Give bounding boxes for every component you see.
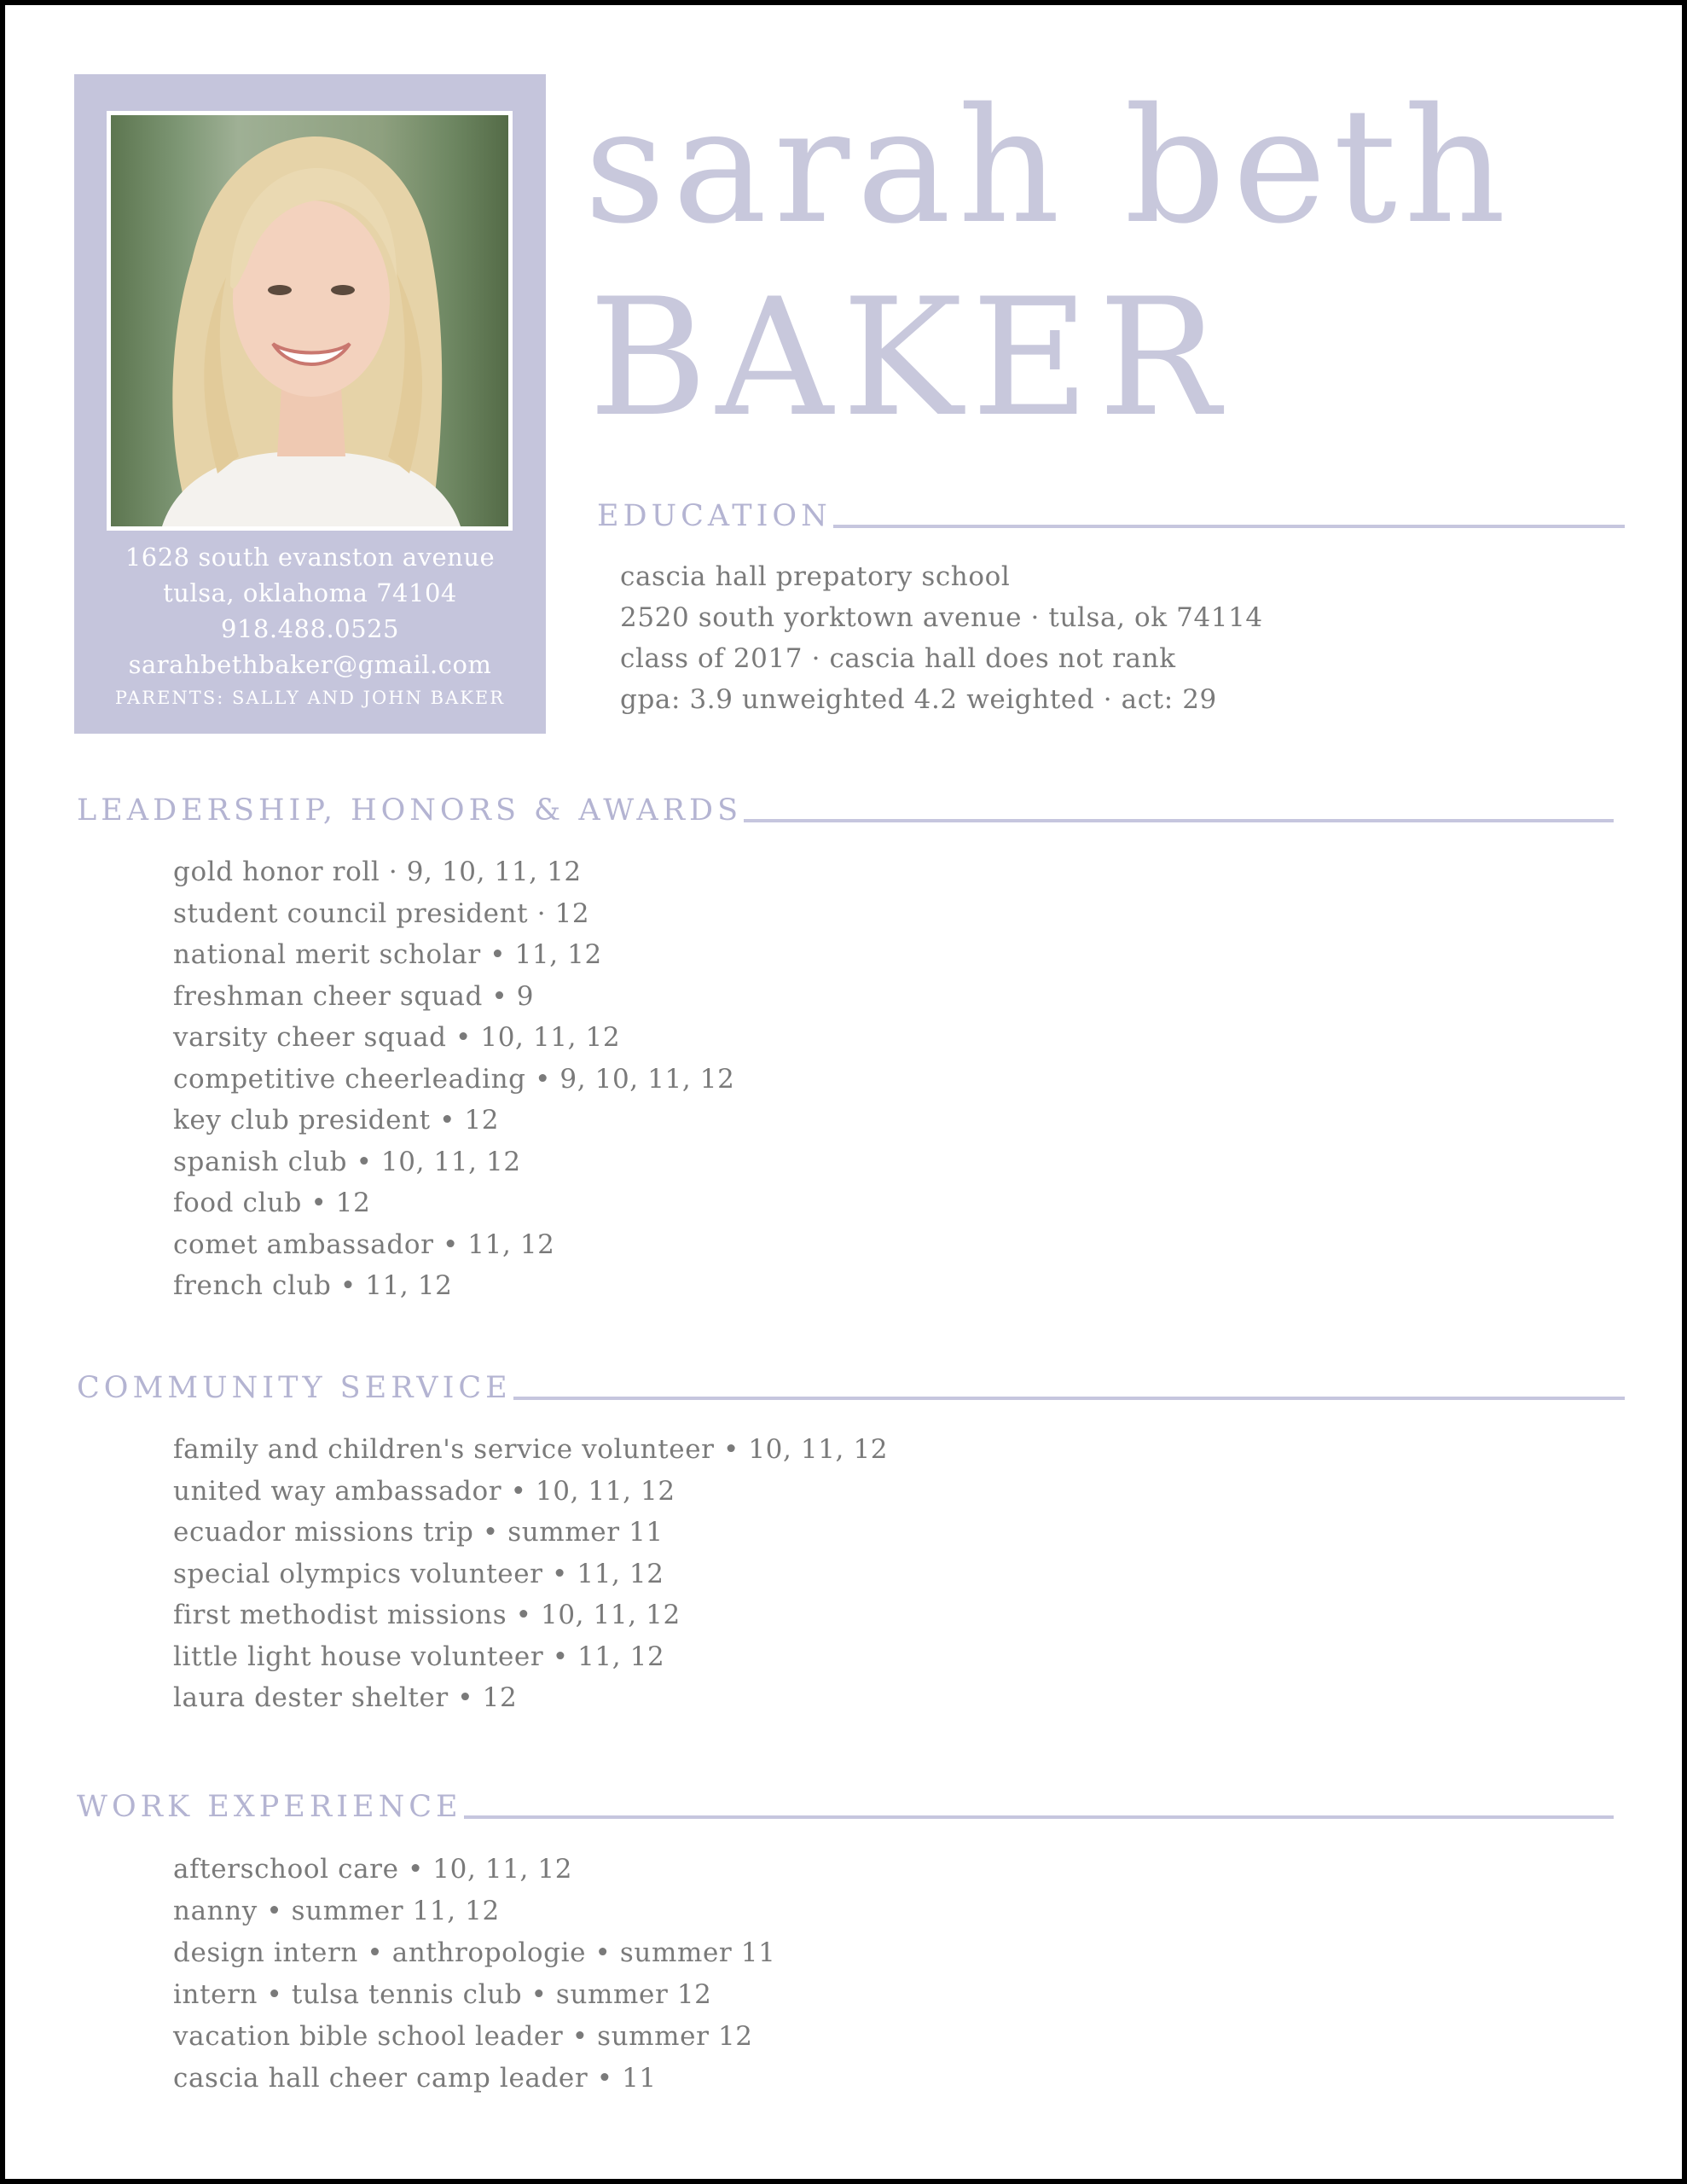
address-line-1: 1628 south evanston avenue [125, 543, 496, 572]
list-item: french club • 11, 12 [173, 1270, 453, 1301]
list-item: first methodist missions • 10, 11, 12 [173, 1600, 681, 1630]
list-item: national merit scholar • 11, 12 [173, 939, 602, 970]
list-item: nanny • summer 11, 12 [173, 1896, 500, 1926]
first-name: sarah beth [584, 73, 1513, 258]
portrait-illustration [111, 115, 508, 526]
work-list [173, 1849, 775, 2100]
list-item: ecuador missions trip • summer 11 [173, 1517, 664, 1548]
list-item: family and children's service volunteer • 10, 11, 12 [173, 1434, 889, 1465]
list-item: varsity cheer squad • 10, 11, 12 [173, 1022, 621, 1053]
phone-number: 918.488.0525 [221, 614, 399, 643]
contact-info [74, 539, 546, 708]
email-address: sarahbethbaker@gmail.com [128, 650, 492, 679]
list-item: gold honor roll · 9, 10, 11, 12 [173, 857, 582, 887]
leadership-divider [744, 819, 1614, 822]
last-name: BAKER [588, 264, 1229, 452]
education-divider [833, 525, 1625, 528]
list-item: food club • 12 [173, 1188, 371, 1218]
list-item: cascia hall cheer camp leader • 11 [173, 2063, 657, 2094]
leadership-heading [77, 793, 1614, 828]
work-heading [77, 1790, 1614, 1824]
community-list [173, 1429, 888, 1719]
list-item: spanish club • 10, 11, 12 [173, 1146, 521, 1177]
gpa-act: gpa: 3.9 unweighted 4.2 weighted · act: 29 [620, 684, 1217, 715]
community-heading-label: COMMUNITY SERVICE [77, 1371, 512, 1405]
parents-line: PARENTS: SALLY AND JOHN BAKER [114, 688, 506, 708]
education-details [620, 556, 1263, 720]
list-item: comet ambassador • 11, 12 [173, 1228, 555, 1260]
class-year: class of 2017 · cascia hall does not rank [620, 643, 1176, 674]
profile-card [74, 74, 546, 734]
list-item: laura dester shelter • 12 [173, 1682, 518, 1713]
list-item: student council president · 12 [173, 897, 590, 929]
leadership-heading-label: LEADERSHIP, HONORS & AWARDS [77, 793, 743, 828]
list-item: vacation bible school leader • summer 12 [173, 2021, 753, 2052]
school-address: 2520 south yorktown avenue · tulsa, ok 74114 [620, 602, 1263, 633]
education-heading-label: EDUCATION [597, 499, 832, 533]
education-heading [597, 499, 1625, 533]
list-item: key club president • 12 [173, 1105, 500, 1136]
community-heading [77, 1371, 1625, 1405]
list-item: competitive cheerleading • 9, 10, 11, 12 [173, 1063, 735, 1095]
list-item: little light house volunteer • 11, 12 [173, 1641, 665, 1672]
work-heading-label: WORK EXPERIENCE [77, 1790, 462, 1824]
list-item: freshman cheer squad • 9 [173, 980, 535, 1012]
work-divider [464, 1815, 1614, 1819]
list-item: special olympics volunteer • 11, 12 [173, 1558, 664, 1589]
leadership-list [173, 851, 734, 1307]
list-item: intern • tulsa tennis club • summer 12 [173, 1979, 712, 2010]
list-item: design intern • anthropologie • summer 11 [173, 1937, 776, 1968]
list-item: afterschool care • 10, 11, 12 [173, 1854, 573, 1885]
community-divider [513, 1397, 1625, 1400]
profile-photo [107, 111, 513, 531]
list-item: united way ambassador • 10, 11, 12 [173, 1475, 675, 1507]
address-line-2: tulsa, oklahoma 74104 [163, 578, 457, 607]
school-name: cascia hall prepatory school [620, 561, 1011, 592]
